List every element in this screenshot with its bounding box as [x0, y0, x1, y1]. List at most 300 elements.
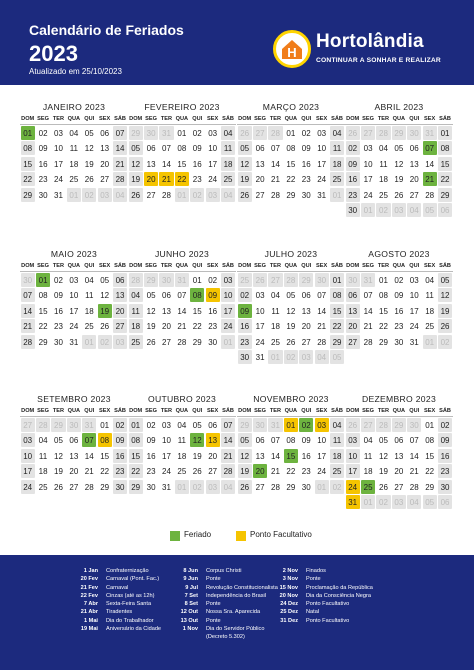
holiday-name: Aniversário da Cidade	[106, 626, 162, 633]
day-cell: 17	[162, 451, 171, 461]
weekday-header	[128, 114, 236, 125]
day-cell-other-month: 28	[129, 273, 143, 287]
day-cell: 14	[113, 141, 127, 155]
day-cell: 10	[409, 291, 419, 301]
day-cell: 01	[286, 128, 296, 138]
day-cell-ponto-facultativo: 09	[206, 288, 220, 302]
day-cell: 23	[113, 464, 127, 478]
day-cell: 13	[255, 451, 265, 461]
day-cell: 16	[208, 306, 218, 316]
day-cell: 03	[255, 291, 265, 301]
day-cell: 18	[425, 306, 435, 316]
holiday-name: Ponte	[206, 576, 221, 583]
day-cell: 18	[177, 451, 187, 461]
holiday-column	[266, 567, 396, 625]
day-cell-other-month: 04	[221, 480, 235, 494]
day-cell: 23	[301, 467, 311, 477]
day-cell: 01	[425, 420, 435, 430]
logo-tagline: CONTINUAR A SONHAR E REALIZAR	[316, 57, 441, 64]
day-cell: 17	[221, 304, 235, 318]
day-cell: 27	[255, 482, 265, 492]
day-cell: 24	[409, 322, 419, 332]
day-cell: 17	[21, 464, 35, 478]
weekday-label: DOM	[238, 408, 252, 414]
day-cell: 13	[113, 288, 127, 302]
day-cell: 04	[129, 288, 143, 302]
day-cell: 12	[394, 159, 404, 169]
holiday-date: 25 Dez	[280, 609, 298, 616]
day-grid	[345, 417, 453, 510]
day-cell-other-month: 03	[206, 188, 220, 202]
holiday-row	[52, 625, 182, 633]
day-cell: 27	[146, 190, 156, 200]
day-cell: 30	[146, 482, 156, 492]
day-cell: 02	[113, 418, 127, 432]
day-cell: 04	[69, 128, 79, 138]
day-cell-other-month: 27	[361, 126, 375, 140]
day-cell: 31	[69, 337, 79, 347]
holiday-row	[52, 575, 182, 583]
month-title: JUNHO 2023	[154, 249, 210, 259]
holiday-row	[164, 625, 294, 633]
day-cell-other-month: 02	[82, 188, 96, 202]
weekday-label: SÁB	[222, 408, 234, 414]
day-cell: 25	[330, 464, 344, 478]
weekday-header	[20, 261, 128, 272]
day-cell: 14	[84, 451, 94, 461]
day-cell: 10	[363, 159, 373, 169]
holiday-row	[164, 633, 294, 641]
day-cell: 21	[363, 322, 373, 332]
holiday-row	[52, 584, 182, 592]
holiday-name: Proclamação da República	[306, 584, 373, 591]
day-cell: 30	[346, 203, 360, 217]
weekday-label: TER	[160, 408, 173, 414]
day-cell: 08	[330, 288, 344, 302]
day-cell: 09	[301, 436, 311, 446]
day-cell: 20	[394, 467, 404, 477]
day-cell: 10	[221, 288, 235, 302]
day-cell: 13	[255, 159, 265, 169]
month-title: AGOSTO 2023	[368, 249, 430, 259]
day-cell: 21	[84, 467, 94, 477]
day-cell: 26	[129, 188, 143, 202]
day-cell: 23	[301, 175, 311, 185]
day-cell: 08	[438, 141, 452, 155]
weekday-label: DOM	[129, 263, 143, 269]
day-cell: 07	[363, 291, 373, 301]
day-cell-other-month: 30	[407, 418, 421, 432]
holiday-name: Finados	[306, 568, 326, 574]
legend	[0, 528, 474, 544]
day-cell: 30	[54, 337, 63, 347]
day-cell: 16	[54, 306, 63, 316]
holiday-date: 8 Set	[184, 601, 198, 608]
day-cell-feriado: 07	[423, 141, 437, 155]
day-cell-other-month: 29	[392, 126, 406, 140]
day-cell: 08	[286, 144, 296, 154]
day-cell: 26	[84, 175, 94, 185]
weekday-label: TER	[52, 408, 65, 414]
day-cell: 19	[238, 172, 252, 186]
day-cell-other-month: 02	[376, 495, 390, 509]
weekday-label: TER	[52, 116, 65, 122]
day-cell: 21	[177, 322, 187, 332]
month-calendar	[237, 100, 345, 236]
holiday-date: 1 Jan	[83, 568, 98, 574]
day-cell: 17	[317, 451, 327, 461]
day-cell: 16	[301, 159, 311, 169]
day-cell-other-month: 04	[315, 350, 329, 364]
day-cell: 04	[38, 436, 48, 446]
day-cell: 18	[271, 322, 280, 332]
holiday-row	[52, 567, 182, 575]
weekday-label: QUA	[175, 263, 189, 269]
day-cell: 23	[394, 322, 404, 332]
day-cell: 02	[208, 275, 218, 285]
day-cell: 08	[38, 291, 48, 301]
day-cell-other-month: 03	[392, 495, 406, 509]
weekday-label: SEG	[362, 408, 374, 414]
day-cell-feriado: 20	[253, 464, 267, 478]
day-cell: 12	[54, 451, 63, 461]
weekday-label: SEX	[207, 263, 219, 269]
day-cell: 27	[255, 190, 265, 200]
holiday-date: 19 Mai	[80, 626, 98, 633]
day-cell-other-month: 28	[376, 418, 390, 432]
holiday-date: 9 Jul	[185, 584, 198, 591]
day-cell: 12	[379, 451, 388, 461]
day-cell: 29	[425, 482, 435, 492]
day-cell: 22	[330, 319, 344, 333]
day-cell-other-month: 26	[346, 126, 360, 140]
day-cell: 26	[192, 467, 202, 477]
day-cell-other-month: 03	[98, 188, 112, 202]
weekday-label: SEX	[424, 408, 436, 414]
day-cell: 27	[409, 190, 419, 200]
day-cell: 04	[425, 275, 435, 285]
day-cell: 25	[69, 175, 79, 185]
weekday-label: SEX	[316, 116, 328, 122]
month-title: JULHO 2023	[264, 249, 318, 259]
weekday-label: TER	[52, 263, 65, 269]
weekday-label: QUA	[284, 116, 298, 122]
day-cell: 25	[425, 322, 435, 332]
weekday-label: SÁB	[439, 116, 451, 122]
day-cell: 13	[162, 306, 171, 316]
day-cell: 12	[438, 288, 452, 302]
day-cell: 07	[271, 144, 280, 154]
weekday-label: QUA	[284, 408, 298, 414]
day-cell-feriado: 21	[423, 172, 437, 186]
month-title: DEZEMBRO 2023	[361, 394, 437, 404]
weekday-label: SÁB	[222, 263, 234, 269]
day-cell-other-month: 01	[67, 188, 81, 202]
logo-name: Hortolândia	[316, 31, 424, 52]
day-cell: 15	[129, 449, 143, 463]
day-cell-feriado: 12	[190, 433, 204, 447]
day-cell: 19	[379, 467, 388, 477]
day-cell-other-month: 31	[361, 273, 375, 287]
weekday-label: SEG	[145, 116, 157, 122]
day-cell: 05	[238, 433, 252, 447]
holiday-row	[52, 592, 182, 600]
day-cell: 09	[38, 144, 48, 154]
day-cell: 21	[409, 467, 419, 477]
holiday-date: 3 Nov	[282, 576, 298, 583]
day-cell-other-month: 01	[221, 335, 235, 349]
day-cell: 20	[301, 322, 311, 332]
holiday-name: Ponte	[206, 601, 221, 608]
weekday-header	[237, 406, 345, 417]
day-cell: 03	[346, 433, 360, 447]
day-cell: 06	[113, 273, 127, 287]
day-cell: 26	[100, 322, 110, 332]
holiday-date: 9 Jun	[183, 576, 198, 583]
day-cell: 11	[271, 306, 280, 316]
day-cell: 05	[84, 128, 94, 138]
day-cell-other-month: 02	[438, 335, 452, 349]
day-cell-other-month: 03	[392, 203, 406, 217]
weekday-header	[128, 406, 236, 417]
day-cell-other-month: 31	[159, 126, 173, 140]
weekday-label: QUI	[301, 408, 312, 414]
weekday-label: SÁB	[439, 263, 451, 269]
day-cell: 30	[208, 337, 218, 347]
day-cell: 02	[346, 141, 360, 155]
day-cell: 21	[113, 157, 127, 171]
city-logo-icon	[273, 30, 311, 68]
day-cell: 30	[301, 482, 311, 492]
holiday-name: (Decreto 5.302)	[206, 634, 245, 641]
month-title: NOVEMBRO 2023	[253, 394, 329, 404]
day-cell: 16	[301, 451, 311, 461]
day-cell: 07	[162, 144, 171, 154]
day-cell: 28	[271, 190, 280, 200]
weekday-label: QUI	[409, 408, 420, 414]
holiday-date: 24 Dez	[280, 601, 298, 608]
weekday-label: TER	[269, 116, 282, 122]
day-cell: 10	[208, 144, 218, 154]
weekday-label: DOM	[21, 116, 35, 122]
day-cell-other-month: 04	[407, 203, 421, 217]
day-cell: 05	[54, 436, 63, 446]
holiday-date: 2 Nov	[282, 568, 298, 574]
day-grid	[20, 125, 128, 203]
day-cell: 24	[21, 480, 35, 494]
day-cell: 23	[238, 335, 252, 349]
day-cell: 13	[146, 159, 156, 169]
weekday-label: TER	[160, 116, 173, 122]
weekday-label: SÁB	[114, 116, 126, 122]
day-cell: 05	[100, 275, 110, 285]
holiday-row	[266, 617, 396, 625]
day-cell: 07	[221, 418, 235, 432]
day-cell: 18	[330, 449, 344, 463]
weekday-label: TER	[377, 263, 390, 269]
day-cell: 15	[177, 159, 187, 169]
day-cell: 08	[177, 144, 187, 154]
day-cell: 10	[346, 449, 360, 463]
day-cell: 21	[317, 322, 327, 332]
holiday-date: 7 Abr	[83, 601, 98, 608]
weekday-label: QUA	[392, 263, 406, 269]
day-cell: 23	[54, 322, 63, 332]
day-cell: 09	[346, 157, 360, 171]
day-cell-other-month: 27	[21, 418, 35, 432]
day-cell: 18	[69, 159, 79, 169]
day-cell: 22	[438, 172, 452, 186]
day-cell: 28	[409, 482, 419, 492]
day-cell: 10	[54, 144, 63, 154]
day-cell-other-month: 01	[361, 495, 375, 509]
day-grid	[237, 125, 345, 203]
day-cell-ponto-facultativo: 31	[346, 495, 360, 509]
weekday-label: TER	[377, 116, 390, 122]
holiday-name: Cinzas (até as 12h)	[106, 592, 155, 599]
day-cell: 09	[113, 433, 127, 447]
day-cell-other-month: 01	[315, 480, 329, 494]
day-cell: 07	[317, 291, 327, 301]
day-cell-other-month: 29	[392, 418, 406, 432]
day-cell-other-month: 02	[330, 480, 344, 494]
holiday-column	[52, 567, 182, 633]
day-cell: 17	[317, 159, 327, 169]
holiday-date: 31 Dez	[280, 617, 298, 624]
day-cell: 04	[379, 144, 388, 154]
weekday-header	[345, 114, 453, 125]
month-calendar	[20, 392, 128, 528]
weekday-label: QUA	[67, 116, 81, 122]
year-title: 2023	[29, 41, 78, 66]
day-cell: 12	[146, 306, 156, 316]
day-cell: 03	[221, 273, 235, 287]
day-cell: 26	[286, 337, 296, 347]
day-cell: 06	[208, 420, 218, 430]
month-calendar	[128, 392, 236, 528]
day-cell: 31	[409, 337, 419, 347]
weekday-label: TER	[160, 263, 173, 269]
day-cell: 05	[379, 436, 388, 446]
day-cell: 11	[221, 141, 235, 155]
day-cell: 27	[394, 482, 404, 492]
day-cell: 19	[394, 175, 404, 185]
day-cell: 20	[255, 175, 265, 185]
holiday-date: 20 Fev	[80, 576, 98, 583]
day-cell-other-month: 04	[113, 188, 127, 202]
day-cell-feriado: 02	[299, 418, 313, 432]
day-cell-other-month: 30	[159, 273, 173, 287]
day-cell: 06	[162, 291, 171, 301]
day-cell: 16	[438, 449, 452, 463]
day-cell: 06	[255, 436, 265, 446]
day-cell: 20	[208, 451, 218, 461]
day-cell: 15	[379, 306, 388, 316]
weekday-label: TER	[269, 263, 282, 269]
day-cell-other-month: 30	[253, 418, 267, 432]
day-cell-ponto-facultativo: 01	[284, 418, 298, 432]
day-cell: 30	[238, 350, 252, 364]
day-cell: 18	[363, 467, 373, 477]
day-cell: 12	[238, 157, 252, 171]
day-cell: 23	[192, 175, 202, 185]
day-cell: 24	[221, 319, 235, 333]
day-cell: 31	[255, 353, 265, 363]
day-cell: 08	[286, 436, 296, 446]
weekday-label: QUI	[192, 263, 203, 269]
day-cell-other-month: 31	[175, 273, 189, 287]
day-grid	[20, 417, 128, 495]
holiday-row	[266, 592, 396, 600]
holiday-row	[52, 608, 182, 616]
weekday-label: SEG	[145, 408, 157, 414]
day-cell: 04	[84, 275, 94, 285]
day-cell: 05	[394, 144, 404, 154]
day-cell: 30	[301, 190, 311, 200]
day-cell: 05	[129, 141, 143, 155]
day-cell-other-month: 05	[330, 350, 344, 364]
day-cell: 28	[317, 337, 327, 347]
month-title: ABRIL 2023	[374, 102, 424, 112]
logo-letter: H	[287, 45, 297, 60]
day-cell-other-month: 29	[51, 418, 65, 432]
day-cell: 11	[425, 291, 434, 301]
day-cell-feriado: 01	[36, 273, 50, 287]
day-cell: 10	[255, 306, 265, 316]
day-cell: 26	[54, 482, 63, 492]
day-cell: 20	[113, 304, 127, 318]
weekday-header	[237, 261, 345, 272]
day-cell: 12	[100, 291, 110, 301]
month-title: SETEMBRO 2023	[37, 394, 111, 404]
day-cell: 27	[346, 335, 360, 349]
day-cell-other-month: 05	[423, 203, 437, 217]
day-cell: 11	[38, 451, 48, 461]
weekday-label: DOM	[129, 116, 143, 122]
day-cell: 04	[271, 291, 280, 301]
holiday-row	[52, 600, 182, 608]
weekday-label: QUI	[301, 116, 312, 122]
day-cell: 19	[238, 464, 252, 478]
day-cell: 18	[330, 157, 344, 171]
day-cell-other-month: 02	[284, 350, 298, 364]
holiday-date: 15 Nov	[279, 584, 298, 591]
day-cell: 22	[129, 464, 143, 478]
weekday-label: TER	[377, 408, 390, 414]
day-cell: 08	[21, 141, 35, 155]
day-cell-other-month: 26	[346, 418, 360, 432]
day-cell: 22	[425, 467, 435, 477]
holiday-row	[52, 617, 182, 625]
day-cell: 21	[271, 467, 280, 477]
day-cell: 15	[425, 451, 435, 461]
weekday-label: SÁB	[114, 408, 126, 414]
day-cell: 23	[208, 322, 218, 332]
day-grid	[128, 272, 236, 350]
day-cell: 01	[379, 275, 388, 285]
day-cell: 11	[363, 451, 373, 461]
day-cell: 11	[330, 433, 344, 447]
month-title: MAIO 2023	[50, 249, 98, 259]
day-cell: 17	[54, 159, 63, 169]
weekday-label: SÁB	[222, 116, 234, 122]
day-cell: 20	[409, 175, 419, 185]
day-cell: 31	[162, 482, 171, 492]
weekday-label: DOM	[21, 263, 35, 269]
day-cell: 09	[301, 144, 311, 154]
day-cell: 09	[394, 291, 404, 301]
day-cell-other-month: 26	[253, 273, 267, 287]
